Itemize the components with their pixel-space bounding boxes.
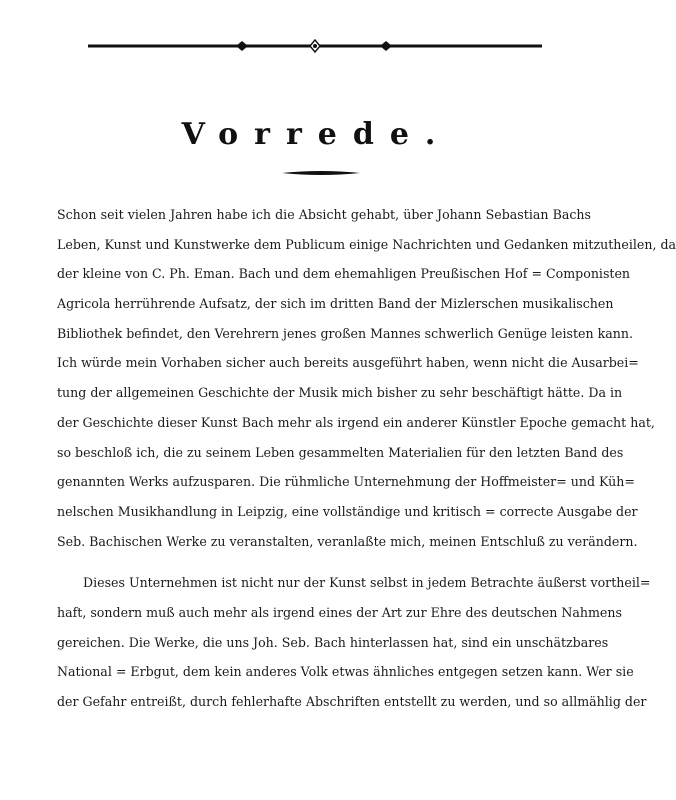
- text-line: National = Erbgut, dem kein anderes Volk etwas ähnliches entgegen setzen kann. Wer sie: [57, 664, 634, 680]
- text-line: nelschen Musikhandlung in Leipzig, eine vollständige und kritisch = correcte Ausgabe der: [57, 503, 638, 519]
- text-line: Ich würde mein Vorhaben sicher auch bereits ausgeführt haben, wenn nicht die Ausarbei=: [57, 355, 639, 371]
- paragraph-1: [57, 200, 676, 556]
- text-line: Schon seit vielen Jahren habe ich die Absicht gehabt, über Johann Sebastian Bachs: [57, 207, 591, 222]
- paragraph-gap: [57, 556, 591, 568]
- text-line: Bibliothek befindet, den Verehrern jenes großen Mannes schwerlich Genüge leisten kann.: [57, 325, 633, 341]
- text-line: haft, sondern muß auch mehr als irgend eines der Art zur Ehre des deutschen Nahmens: [57, 604, 622, 620]
- text-line: der kleine von C. Ph. Eman. Bach und dem ehemahligen Preußischen Hof = Componisten: [57, 266, 631, 282]
- text-line: Leben, Kunst und Kunstwerke dem Publicum einige Nachrichten und Gedanken mitzutheilen, da: [57, 236, 676, 252]
- text-line: Seb. Bachischen Werke zu veranstalten, veranlaßte mich, meinen Entschluß zu verändern.: [57, 533, 638, 549]
- text-line: tung der allgemeinen Geschichte der Musik mich bisher zu sehr beschäftigt hätte. Da in: [57, 385, 623, 401]
- page-heading: Vorrede.: [181, 117, 452, 152]
- text-line: Dieses Unternehmen ist nicht nur der Kunst selbst in jedem Betrachte äußerst vortheil=: [83, 575, 651, 591]
- heading-underline: [282, 169, 360, 177]
- text-line: gereichen. Die Werke, die uns Joh. Seb. Bach hinterlassen hat, sind ein unschätzbares: [57, 634, 609, 650]
- top-ornament-rule: [88, 38, 542, 54]
- text-line: der Geschichte dieser Kunst Bach mehr als irgend ein anderer Künstler Epoche gemacht hat,: [57, 414, 655, 430]
- text-line: der Gefahr entreißt, durch fehlerhafte Abschriften entstellt zu werden, und so allmählig der: [57, 694, 647, 709]
- text-line: so beschloß ich, die zu seinem Leben gesammelten Materialien für den letzten Band des: [57, 444, 624, 460]
- text-line: Agricola herrührende Aufsatz, der sich im dritten Band der Mizlerschen musikalischen: [57, 296, 614, 312]
- paragraph-2: [57, 568, 651, 716]
- preface-text: [57, 200, 676, 717]
- text-line: genannten Werks aufzusparen. Die rühmliche Unternehmung der Hoffmeister= und Küh=: [57, 474, 635, 490]
